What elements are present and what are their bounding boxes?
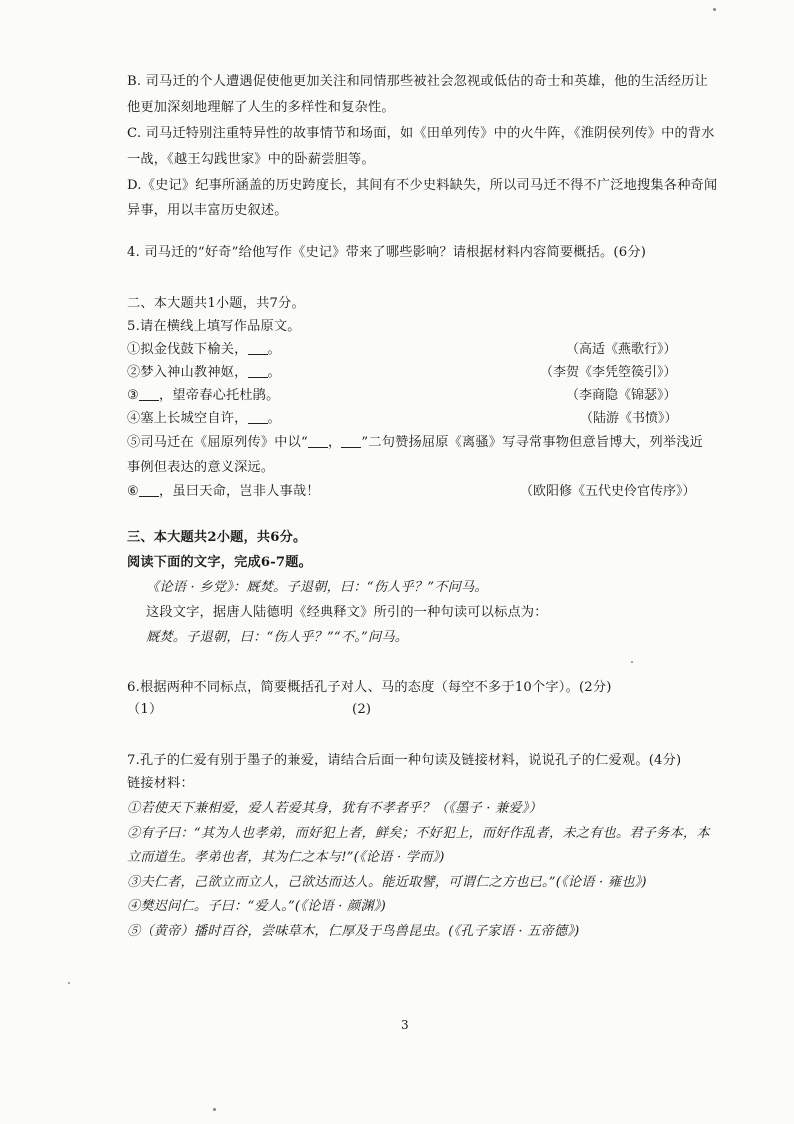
fill-item-4: ④塞上长城空自许， 。 [127,411,281,426]
source-4: （陆游《书愤》） [580,411,678,426]
section-2-heading: 二、本大题共1小题，共7分。 [127,296,305,311]
scan-speck [713,8,716,11]
answer-blank-4[interactable] [248,409,268,424]
material-2-line2: 立而道生。孝弟也者，其为仁之本与!”(《论语 · 学而》) [127,850,445,865]
link-material-label: 链接材料： [127,776,194,791]
section-3-heading: 三、本大题共2小题，共6分。 [127,530,307,545]
q6-answer-1[interactable]: （1） [127,702,163,717]
source-6: （欧阳修《五代史伶官传序》） [520,484,696,499]
alternate-punctuation: 厩焚。子退朝，曰：“伤人乎？”“不。”问马。 [146,630,409,645]
material-1: ①若使天下兼相爱，爱人若爱其身，犹有不孝者乎？（《墨子 · 兼爱》） [127,801,542,816]
material-2-line1: ②有子曰：“其为人也孝弟，而好犯上者，鲜矣；不好犯上，而好作乱者，未之有也。君子务本，本 [127,826,710,841]
question-4: 4. 司马迁的“好奇”给他写作《史记》带来了哪些影响？请根据材料内容简要概括。(6分) [127,245,647,260]
source-2: （李贺《李凭箜篌引》） [540,365,677,380]
q3-option-b-line1: B. 司马迁的个人遭遇促使他更加关注和同情那些被社会忽视或低估的奇士和英雄，他的生活经历让 [127,74,708,89]
question-6: 6.根据两种不同标点，简要概括孔子对人、马的态度（每空不多于10个字）。(2分) [127,680,612,695]
punctuation-note: 这段文字，据唐人陆德明《经典释文》所引的一种句读可以标点为： [146,605,548,620]
source-1: （高适《燕歌行》） [566,342,677,357]
scan-speck [631,661,633,663]
answer-blank-3[interactable] [139,386,159,401]
q3-option-b-line2: 他更加深刻地理解了人生的多样性和复杂性。 [127,100,395,115]
page-number: 3 [401,1018,409,1032]
answer-blank-6[interactable] [139,482,159,497]
question-5-title: 5.请在横线上填写作品原文。 [127,319,301,334]
answer-blank-5b[interactable] [341,433,361,448]
q3-option-d-line2: 异事，用以丰富历史叙述。 [127,203,288,218]
q3-option-c-line1: C. 司马迁特别注重特异性的故事情节和场面，如《田单列传》中的火牛阵，《淮阴侯列传》中的背水 [127,126,715,141]
source-3: （李商隐《锦瑟》） [566,388,677,403]
fill-item-6: ⑥ ，虽曰天命，岂非人事哉！ [127,484,320,499]
fill-item-3: ③ ，望帝春心托杜鹃。 [127,388,280,403]
answer-blank-2[interactable] [248,363,268,378]
material-5: ⑤（黄帝）播时百谷，尝味草木，仁厚及于鸟兽昆虫。(《孔子家语 · 五帝德》) [127,924,580,939]
fill-item-5: ⑤司马迁在《屈原列传》中以“ ， ”二句赞扬屈原《离骚》写寻常事物但意旨博大，列举浅近 [127,435,704,450]
question-7: 7.孔子的仁爱有别于墨子的兼爱，请结合后面一种句读及链接材料，说说孔子的仁爱观。(4分) [127,753,682,768]
q3-option-c-line2: 一战，《越王勾践世家》中的卧薪尝胆等。 [127,152,375,167]
material-4: ④樊迟问仁。子曰：“爱人。”(《论语 · 颜渊》) [127,899,386,914]
material-3: ③夫仁者，己欲立而立人，己欲达而达人。能近取譬，可谓仁之方也已。”(《论语 · 雍也》) [127,875,647,890]
q3-option-d-line1: D.《史记》纪事所涵盖的历史跨度长，其间有不少史料缺失，所以司马迁不得不广泛地搜集各种奇闻 [127,178,718,193]
answer-blank-5a[interactable] [308,433,328,448]
scan-speck [68,982,70,984]
scan-speck [213,1108,216,1111]
q6-answer-2[interactable]: (2) [352,702,372,717]
fill-item-1: ①拟金伐鼓下榆关， 。 [127,342,281,357]
fill-item-2: ②梦入神山教神妪， 。 [127,365,281,380]
analects-quote: 《论语 · 乡党》：厩焚。子退朝，曰：“伤人乎？”不问马。 [146,580,488,595]
reading-instruction: 阅读下面的文字，完成6-7题。 [127,555,313,570]
fill-item-5-line2: 事例但表达的意义深远。 [127,460,275,475]
answer-blank-1[interactable] [248,340,268,355]
